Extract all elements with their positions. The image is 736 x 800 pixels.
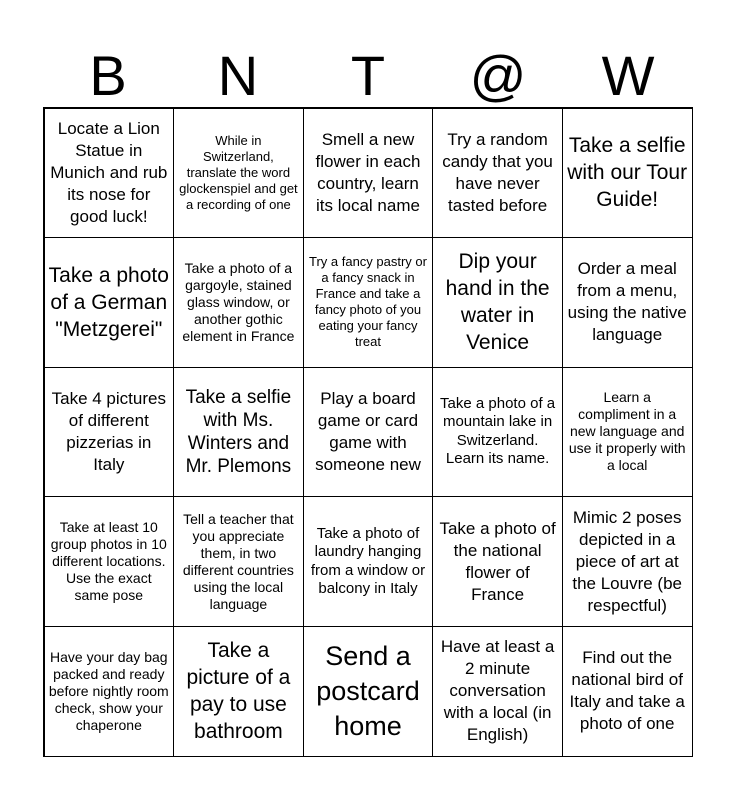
cell-text: While in Switzerland, translate the word glockenspiel and get a recording of one	[179, 132, 298, 212]
bingo-cell-1-5[interactable]	[562, 108, 693, 239]
cell-text: Tell a teacher that you appreciate them, in two different countries using the local language	[182, 510, 294, 612]
bingo-cell-1-3[interactable]	[303, 108, 434, 239]
cell-text: Smell a new flower in each country, learn its local name	[315, 129, 421, 215]
bingo-cell-2-2[interactable]	[173, 237, 304, 368]
bingo-cell-4-5[interactable]	[562, 496, 693, 627]
cell-text: Mimic 2 poses depicted in a piece of art at the Louvre (be respectful)	[572, 507, 683, 615]
header-letter-t: T	[350, 44, 386, 107]
cell-text: Try a fancy pastry or a fancy snack in France and take a fancy photo of you eating your fancy treat	[308, 254, 427, 350]
header-letter-n: N	[217, 44, 259, 107]
bingo-cell-2-3[interactable]	[303, 237, 434, 368]
bingo-cell-2-4[interactable]	[432, 237, 563, 368]
cell-text: Play a board game or card game with someone new	[315, 388, 421, 474]
cell-text: Take a photo of a gargoyle, stained glass window, or another gothic element in France	[182, 259, 295, 344]
bingo-cell-3-4[interactable]	[432, 367, 563, 498]
cell-text: Send a postcard home	[316, 640, 420, 741]
cell-text: Try a random candy that you have never tasted before	[442, 129, 553, 215]
bingo-board	[43, 107, 693, 757]
header-letter-b: B	[89, 44, 127, 107]
cell-text: Order a meal from a menu, using the native language	[567, 259, 687, 345]
cell-text: Have your day bag packed and ready before nightly room check, show your chaperone	[48, 648, 169, 733]
bingo-cell-5-5[interactable]	[562, 626, 693, 757]
bingo-cell-5-2[interactable]	[173, 626, 304, 757]
bingo-cell-4-4[interactable]	[432, 496, 563, 627]
header-letter-at: @	[469, 44, 527, 107]
bingo-cell-1-2[interactable]	[173, 108, 304, 239]
cell-text: Take at least 10 group photos in 10 different locations. Use the exact same pose	[50, 519, 167, 604]
bingo-cell-5-3[interactable]	[303, 626, 434, 757]
bingo-cell-5-1[interactable]	[44, 626, 175, 757]
header-letter-w: W	[601, 44, 655, 107]
bingo-cell-3-2[interactable]	[173, 367, 304, 498]
cell-text: Take 4 pictures of different pizzerias in Italy	[51, 388, 166, 474]
bingo-cell-1-4[interactable]	[432, 108, 563, 239]
cell-text: Take a selfie with our Tour Guide!	[567, 134, 688, 212]
cell-text: Dip your hand in the water in Venice	[445, 250, 550, 355]
bingo-header	[43, 44, 693, 108]
cell-text: Find out the national bird of Italy and take a photo of one	[569, 648, 685, 734]
cell-text: Take a photo of the national flower of France	[439, 518, 556, 604]
bingo-cell-4-1[interactable]	[44, 496, 175, 627]
bingo-cell-5-4[interactable]	[432, 626, 563, 757]
cell-text: Take a picture of a pay to use bathroom	[186, 639, 291, 744]
cell-text: Learn a compliment in a new language and use it properly with a local	[568, 389, 686, 474]
bingo-cell-2-1[interactable]	[44, 237, 175, 368]
cell-text: Take a photo of laundry hanging from a window or balcony in Italy	[310, 524, 426, 598]
cell-text: Take a selfie with Ms. Winters and Mr. Plemons	[185, 386, 292, 477]
bingo-cell-3-1[interactable]	[44, 367, 175, 498]
bingo-cell-3-3[interactable]	[303, 367, 434, 498]
bingo-cell-4-3[interactable]	[303, 496, 434, 627]
cell-text: Take a photo of a mountain lake in Switzerland. Learn its name.	[440, 394, 556, 468]
cell-text: Have at least a 2 minute conversation with a local (in English)	[440, 637, 555, 745]
bingo-cell-4-2[interactable]	[173, 496, 304, 627]
bingo-cell-2-5[interactable]	[562, 237, 693, 368]
cell-text: Locate a Lion Statue in Munich and rub its nose for good luck!	[50, 118, 168, 226]
cell-text: Take a photo of a German "Metzgerei"	[48, 263, 169, 341]
bingo-cell-1-1[interactable]	[44, 108, 175, 239]
bingo-cell-3-5[interactable]	[562, 367, 693, 498]
